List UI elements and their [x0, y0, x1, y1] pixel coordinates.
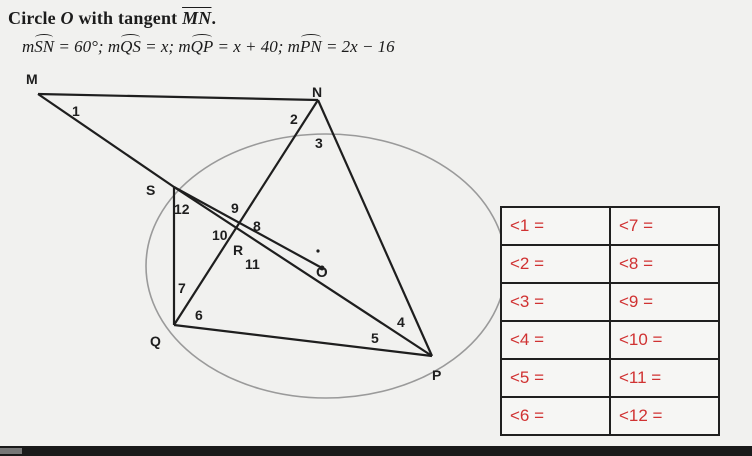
angle-10-cell[interactable]: <10 = [610, 321, 719, 359]
arc-qs-value: = x; [145, 37, 175, 56]
angle-9-cell[interactable]: <9 = [610, 283, 719, 321]
arc-qp: QP [190, 37, 214, 56]
angle-label-2: 2 [290, 111, 298, 127]
arc-sn-value: = 60°; [58, 37, 104, 56]
angle-6-cell[interactable]: <6 = [501, 397, 610, 435]
angle-5-cell[interactable]: <5 = [501, 359, 610, 397]
arc-pn-value: = 2x − 16 [325, 37, 395, 56]
bottom-edge-bar [0, 446, 752, 456]
title-tangent-segment: $\overline{MN}$ [182, 8, 212, 28]
tangent-mn [38, 94, 318, 100]
arc-qs: QS [120, 37, 141, 56]
angle-label-10: 10 [212, 227, 228, 243]
arc-pn: PN [299, 37, 322, 56]
table-row [501, 283, 719, 321]
measure-prefix-3: m [178, 37, 191, 56]
angle-label-7: 7 [178, 280, 186, 296]
angle-4-cell[interactable]: <4 = [501, 321, 610, 359]
measure-prefix-2: m [107, 37, 121, 56]
angle-label-5: 5 [371, 330, 379, 346]
table-row [501, 207, 719, 245]
table-row [501, 245, 719, 283]
table-row [501, 359, 719, 397]
label-s: S [146, 182, 156, 198]
table-row [501, 397, 719, 435]
label-n: N [312, 84, 323, 100]
angle-label-1: 1 [72, 103, 80, 119]
angle-label-8: 8 [253, 218, 261, 234]
angle-label-12: 12 [174, 201, 190, 217]
table-row [501, 321, 719, 359]
angle-2-cell[interactable]: <2 = [501, 245, 610, 283]
angle-label-4: 4 [397, 314, 405, 330]
label-q: Q [150, 333, 161, 349]
arc-qp-value: = x + 40; [217, 37, 284, 56]
label-o: O [316, 264, 328, 281]
label-r: R [233, 242, 244, 258]
arc-sn: SN [34, 37, 55, 56]
angle-11-cell[interactable]: <11 = [610, 359, 719, 397]
segment-ms [38, 94, 174, 187]
angle-12-cell[interactable]: <12 = [610, 397, 719, 435]
angle-label-6: 6 [195, 307, 203, 323]
measure-prefix-4: m [287, 37, 300, 56]
angle-7-cell[interactable]: <7 = [610, 207, 719, 245]
angle-8-cell[interactable]: <8 = [610, 245, 719, 283]
angle-answer-table [500, 206, 720, 436]
center-mark [316, 249, 319, 252]
label-m: M [26, 71, 38, 87]
title-suffix: . [211, 8, 217, 28]
angle-label-11: 11 [245, 256, 260, 272]
title-circle-letter: O [60, 8, 74, 28]
angle-label-3: 3 [315, 135, 323, 151]
title-middle: with tangent [78, 8, 178, 28]
angle-label-9: 9 [231, 200, 239, 216]
angle-1-cell[interactable]: <1 = [501, 207, 610, 245]
chord-nq [174, 100, 318, 325]
title-prefix: Circle [8, 8, 56, 28]
measure-prefix-1: m [22, 37, 35, 56]
label-p: P [432, 367, 442, 383]
angle-3-cell[interactable]: <3 = [501, 283, 610, 321]
